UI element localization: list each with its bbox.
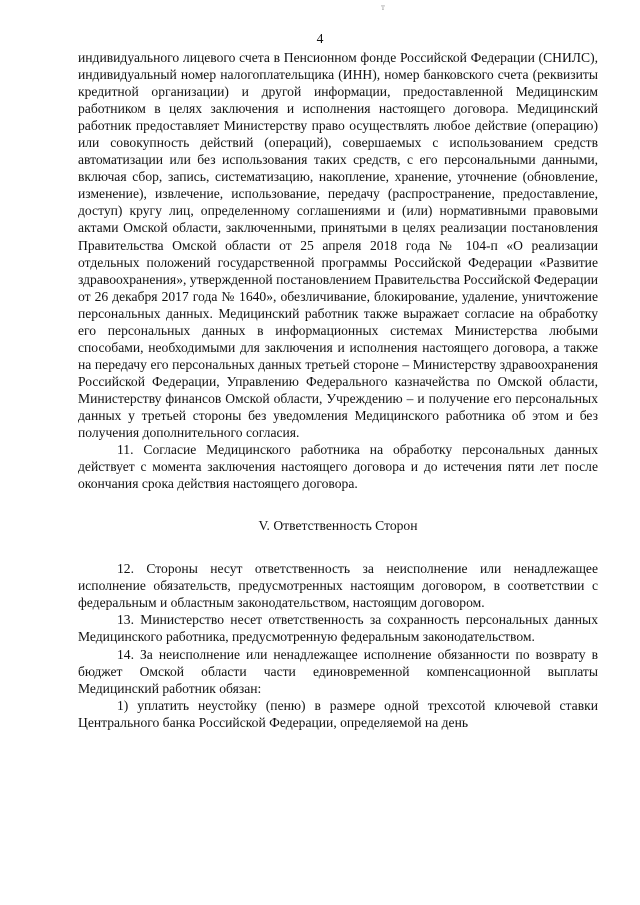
page-number: 4 bbox=[316, 31, 324, 46]
paragraph-11: 11. Согласие Медицинского работника на обработку персональных данных действует с момента заключения настоящего договора и до истечения пяти лет после окончания срока действия настоящего договора. bbox=[78, 442, 598, 492]
scan-mark: т bbox=[381, 2, 385, 12]
paragraph-14-item-1: 1) уплатить неустойку (пеню) в размере одной трехсотой ключевой ставки Центрального банка Российской Федерации, определяемой на день bbox=[78, 697, 598, 730]
paragraph-12: 12. Стороны несут ответственность за неисполнение или ненадлежащее исполнение обязательств, предусмотренных настоящим договором, в соответствии с федеральным и областным законодательством, настоящим договором. bbox=[78, 561, 598, 611]
section-heading-responsibility: V. Ответственность Сторон bbox=[258, 518, 418, 534]
paragraph-personal-data-consent: индивидуального лицевого счета в Пенсионном фонде Российской Федерации (СНИЛС), индивидуальный номер налогоплательщика (ИНН), номер банковского счета (реквизиты кредитной организации) и другой информации, предоставленной Медицинским работником в целях заключения и исполнения настоящего договора. Медицинский работник предоставляет Министерству право осуществлять любое действие (операцию) или совокупность действий (операций), совершаемых с использованием средств автоматизации или без использования таких средств, с его персональными данными, включая сбор, запись, систематизацию, накопление, хранение, уточнение (обновление, изменение), извлечение, использование, передачу (распространение, предоставление, доступ) кругу лиц, определенному соглашениями и (или) нормативными правовыми актами Омской области, заключенными, принятыми в целях реализации постановления Правительства Омской области от 25 апреля 2018 года № 104-п «О реализации отдельных положений государственной программы Российской Федерации «Развитие здравоохранения», утвержденной постановлением Правительства Российской Федерации от 26 декабря 2017 года № 1640», обезличивание, блокирование, удаление, уничтожение персональных данных. Медицинский работник также выражает согласие на обработку его персональных данных в информационных системах Министерства любыми способами, необходимыми для заключения и исполнения настоящего договора, а также на передачу его персональных данных третьей стороне – Министерству здравоохранения Российской Федерации, Управлению Федерального казначейства по Омской области, Министерству финансов Омской области, Учреждению – и получение его персональных данных у третьей стороны без уведомления Медицинского работника об этом и без получения дополнительного согласия. bbox=[78, 50, 598, 441]
paragraph-13: 13. Министерство несет ответственность за сохранность персональных данных Медицинского работника, предусмотренную федеральным законодательством. bbox=[78, 612, 598, 645]
paragraph-14: 14. За неисполнение или ненадлежащее исполнение обязанности по возврату в бюджет Омской области части единовременной компенсационной выплаты Медицинский работник обязан: bbox=[78, 646, 598, 696]
document-body bbox=[78, 49, 598, 731]
